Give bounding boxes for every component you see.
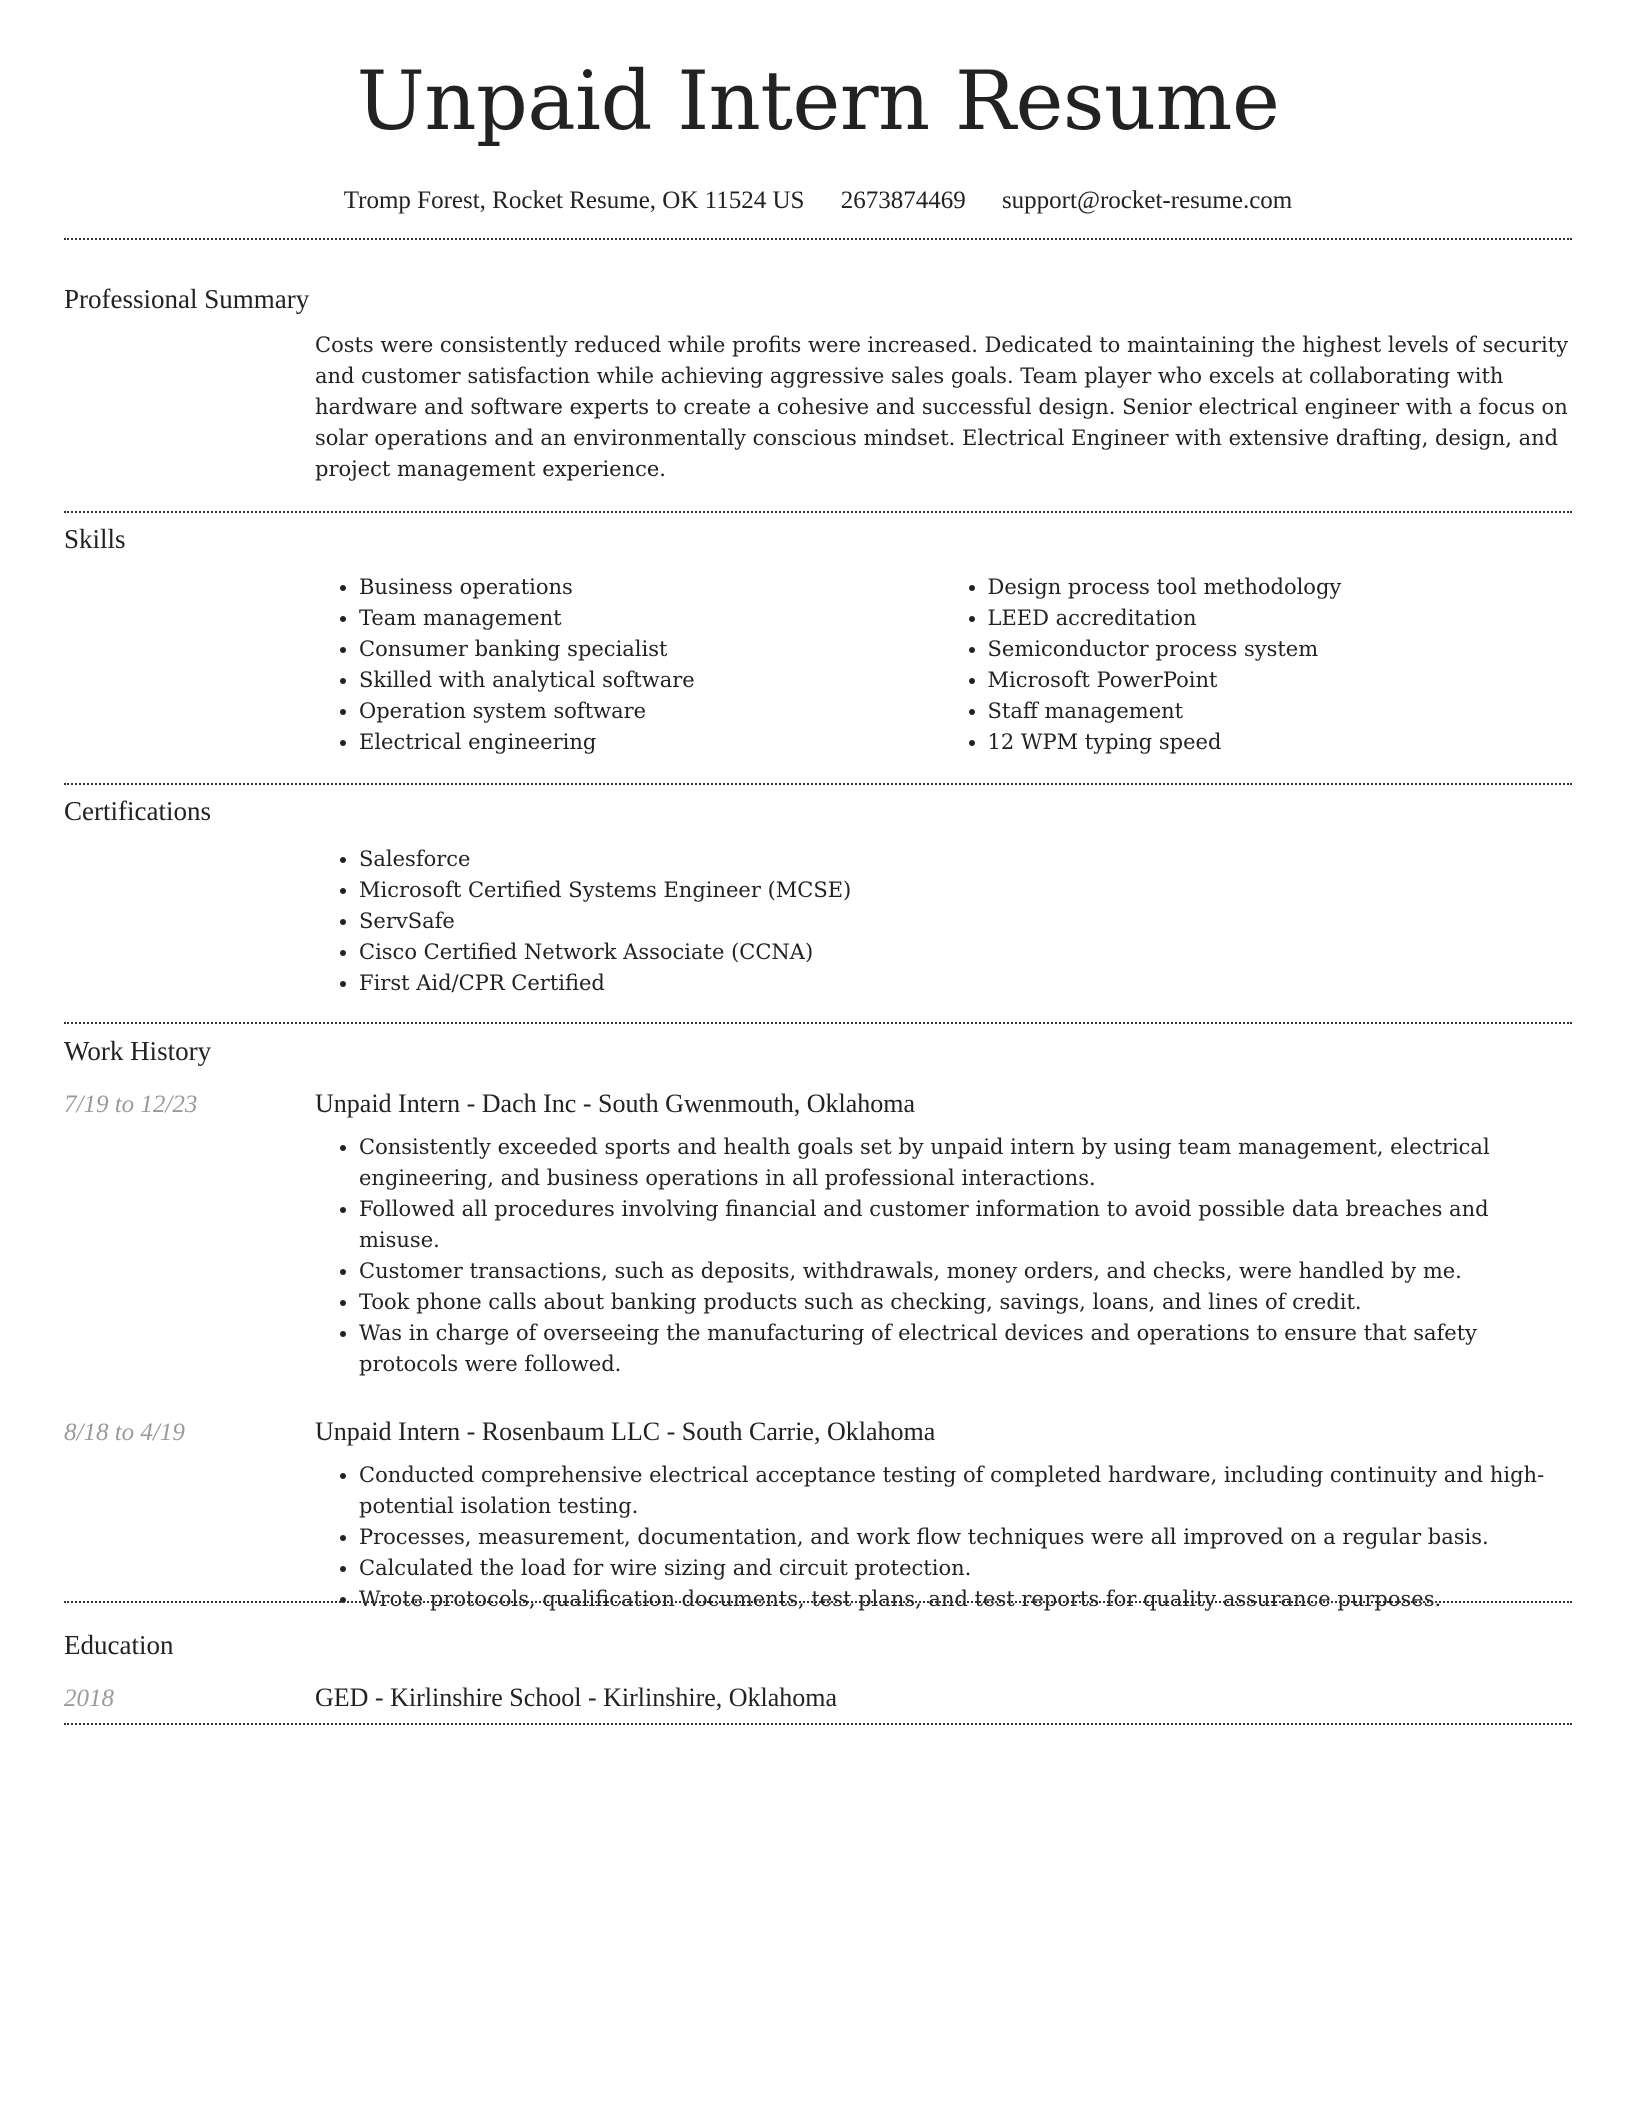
contact-phone: 2673874469 xyxy=(840,187,966,214)
job-bullet: • Conducted comprehensive electrical acceptance testing of completed hardware, including continuity and high-potential isolation testing. xyxy=(359,1460,1572,1522)
skill-item: • Consumer banking specialist xyxy=(359,634,944,665)
skill-item: • Operation system software xyxy=(359,696,944,727)
skills-list-left xyxy=(315,572,944,758)
certification-item: • Cisco Certified Network Associate (CCNA) xyxy=(359,937,1572,968)
education-title: GED - Kirlinshire School - Kirlinshire, Oklahoma xyxy=(315,1683,838,1712)
job-date: 8/18 to 4/19 xyxy=(64,1419,185,1446)
job-bullet: • Wrote protocols, qualification documents, test plans, and test reports for quality assurance purposes. xyxy=(359,1584,1572,1615)
job-entry xyxy=(64,1088,1572,1380)
job-header xyxy=(64,1088,1572,1120)
certifications-section xyxy=(64,794,1572,999)
job-header xyxy=(64,1416,1572,1448)
divider xyxy=(64,1601,1572,1603)
job-bullet: • Took phone calls about banking products such as checking, savings, loans, and lines of credit. xyxy=(359,1287,1572,1318)
education-heading: Education xyxy=(64,1630,174,1660)
summary-content xyxy=(315,330,1572,485)
summary-text: Costs were consistently reduced while profits were increased. Dedicated to maintaining the highest levels of security and customer satisfaction while achieving aggressive sales goals. Team player who excels at collaborating with hardware and software experts to create a cohesive and successful design. Senior electrical engineer with a focus on solar operations and an environmentally conscious mindset. Electrical Engineer with extensive drafting, design, and project management experience. xyxy=(315,333,1569,481)
skills-section xyxy=(64,522,1572,758)
skill-item: • Electrical engineering xyxy=(359,727,944,758)
certification-item: • Salesforce xyxy=(359,844,1572,875)
job-bullet: • Customer transactions, such as deposits, withdrawals, money orders, and checks, were handled by me. xyxy=(359,1256,1572,1287)
job-bullet: • Consistently exceeded sports and health goals set by unpaid intern by using team management, electrical engineering, and business operations in all professional interactions. xyxy=(359,1132,1572,1194)
skill-item: • Microsoft PowerPoint xyxy=(988,665,1573,696)
job-bullets xyxy=(315,1460,1572,1615)
divider xyxy=(64,1723,1572,1725)
job-date: 7/19 to 12/23 xyxy=(64,1091,198,1118)
skill-item: • Staff management xyxy=(988,696,1573,727)
resume-page xyxy=(64,0,1572,1712)
education-date: 2018 xyxy=(64,1685,114,1712)
contact-email: support@rocket-resume.com xyxy=(1001,187,1293,214)
education-section xyxy=(64,1628,1572,1714)
job-title: Unpaid Intern - Dach Inc - South Gwenmouth, Oklahoma xyxy=(315,1089,916,1118)
job-bullet: • Processes, measurement, documentation, and work flow techniques were all improved on a regular basis. xyxy=(359,1522,1572,1553)
divider xyxy=(64,238,1572,240)
job-title: Unpaid Intern - Rosenbaum LLC - South Carrie, Oklahoma xyxy=(315,1417,936,1446)
divider xyxy=(64,1022,1572,1024)
certification-item: • First Aid/CPR Certified xyxy=(359,968,1572,999)
job-bullet: • Was in charge of overseeing the manufacturing of electrical devices and operations to ensure that safety protocols were followed. xyxy=(359,1318,1572,1380)
certification-item: • Microsoft Certified Systems Engineer (MCSE) xyxy=(359,875,1572,906)
work-history-section xyxy=(64,1034,1572,1615)
job-bullet-list xyxy=(315,1132,1572,1380)
certification-item: • ServSafe xyxy=(359,906,1572,937)
work-history-heading: Work History xyxy=(64,1036,212,1066)
skill-item: • Team management xyxy=(359,603,944,634)
skill-item: • Skilled with analytical software xyxy=(359,665,944,696)
job-entry xyxy=(64,1416,1572,1615)
certifications-content xyxy=(315,844,1572,999)
divider xyxy=(64,511,1572,513)
certifications-heading: Certifications xyxy=(64,796,211,826)
job-bullet: • Followed all procedures involving financial and customer information to avoid possible data breaches and misuse. xyxy=(359,1194,1572,1256)
education-entry xyxy=(64,1682,1572,1714)
job-bullet-list xyxy=(315,1460,1572,1615)
certifications-list xyxy=(315,844,1572,999)
skill-item: • Design process tool methodology xyxy=(988,572,1573,603)
contact-address: Tromp Forest, Rocket Resume, OK 11524 US xyxy=(343,187,805,214)
job-bullets xyxy=(315,1132,1572,1380)
job-bullet: • Calculated the load for wire sizing and circuit protection. xyxy=(359,1553,1572,1584)
skills-grid xyxy=(315,572,1572,758)
contact-line xyxy=(64,186,1572,216)
skills-heading: Skills xyxy=(64,524,126,554)
summary-heading: Professional Summary xyxy=(64,284,310,314)
skill-item: • Semiconductor process system xyxy=(988,634,1573,665)
skill-item: • Business operations xyxy=(359,572,944,603)
divider xyxy=(64,783,1572,785)
skill-item: • 12 WPM typing speed xyxy=(988,727,1573,758)
skills-list-right xyxy=(944,572,1573,758)
skill-item: • LEED accreditation xyxy=(988,603,1573,634)
resume-title: Unpaid Intern Resume xyxy=(356,55,1280,149)
summary-section xyxy=(64,282,1572,485)
